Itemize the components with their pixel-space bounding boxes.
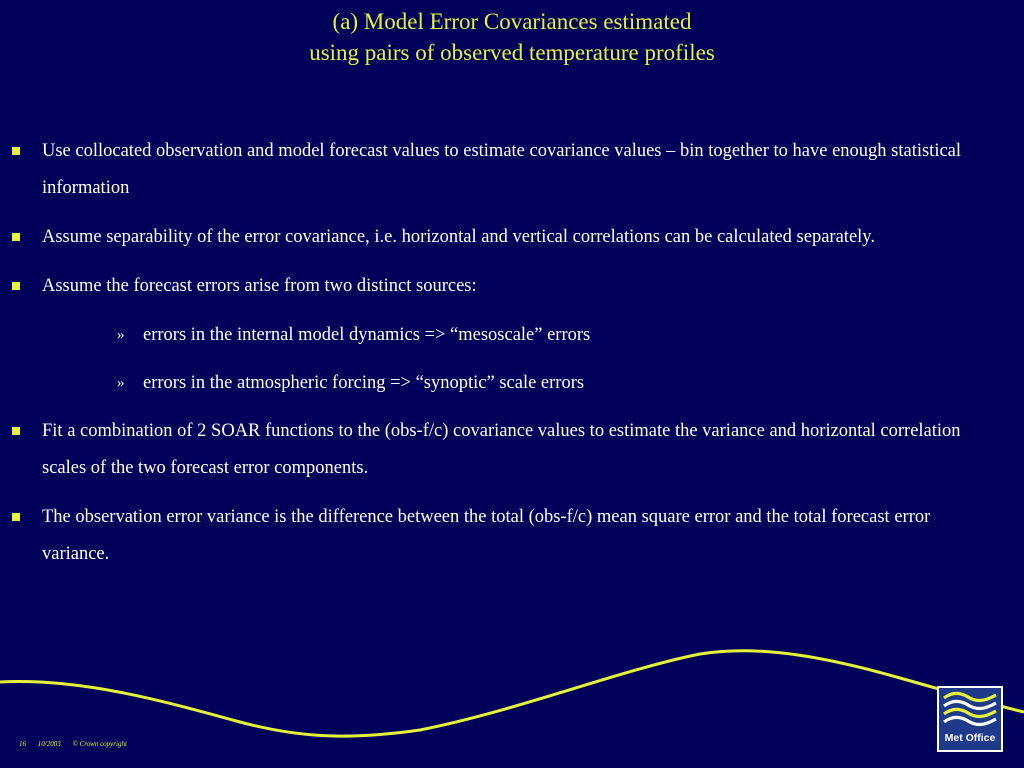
bullet-text: Use collocated observation and model forecast values to estimate covariance values – bin together to have enough statistical information [42,141,962,198]
bullet-text: Assume the forecast errors arise from two distinct sources: [42,276,477,296]
bullet-item [0,133,1024,207]
bullet-item [0,219,1024,256]
bullet-item [0,268,1024,305]
square-bullet-icon [12,233,20,241]
bullet-text: Fit a combination of 2 SOAR functions to the (obs-f/c) covariance values to estimate the variance and horizontal correlation scales of the two forecast error components. [42,421,961,478]
page-number: 16 [19,740,26,748]
met-office-waves-icon [942,691,998,729]
square-bullet-icon [12,427,20,435]
footer-date: 10/2003 [37,740,61,748]
bullet-item [0,499,1024,573]
logo-text: Met Office [944,732,996,744]
chevron-bullet-icon: » [117,375,125,391]
square-bullet-icon [12,282,20,290]
title-line-1: (a) Model Error Covariances estimated [332,9,692,34]
bullet-text: Assume separability of the error covariance, i.e. horizontal and vertical correlations can be calculated separately. [42,227,875,247]
bullet-text: The observation error variance is the difference between the total (obs-f/c) mean square error and the total forecast error variance. [42,507,931,564]
slide-footer [19,740,137,748]
chevron-bullet-icon: » [117,327,125,343]
bullet-item [0,413,1024,487]
bullet-list [0,133,1024,585]
footer-copyright: © Crown copyright [72,740,127,748]
decorative-wave-line [0,630,1024,768]
sub-bullet-text: errors in the internal model dynamics => “mesoscale” errors [143,325,591,345]
square-bullet-icon [12,147,20,155]
title-line-2: using pairs of observed temperature profiles [309,40,715,65]
slide-title [0,6,1024,68]
square-bullet-icon [12,513,20,521]
sub-bullet-item [0,365,1024,401]
sub-bullet-text: errors in the atmospheric forcing => “synoptic” scale errors [143,373,585,393]
sub-bullet-item [0,317,1024,353]
met-office-logo [937,686,1003,752]
